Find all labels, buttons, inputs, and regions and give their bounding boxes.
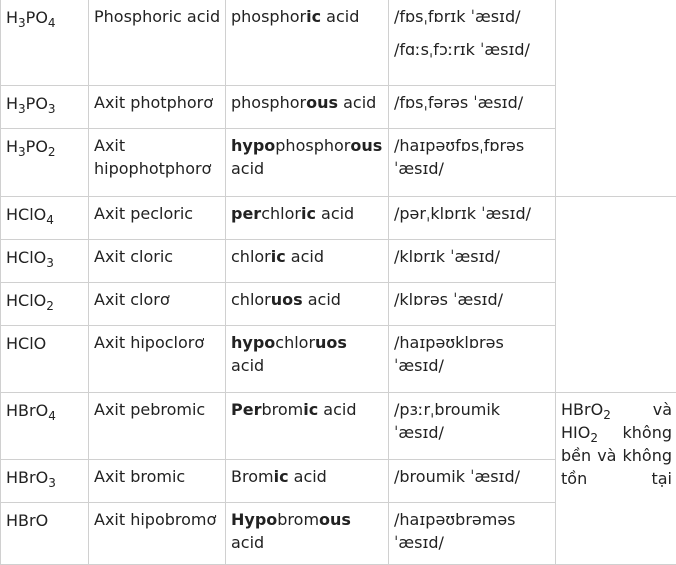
formula-cell: HBrO$_4$	[1, 393, 89, 460]
formula-cell: HClO$_3$	[1, 240, 89, 283]
vietnamese-name-cell: Axit clorơ	[89, 283, 226, 326]
table-row	[1, 393, 676, 460]
english-name-cell: Hypobromous acid	[226, 503, 389, 565]
english-name-cell: hypophosphorous acid	[226, 129, 389, 197]
note-cell-empty	[556, 0, 676, 197]
stability-note-cell: HBrO$_2$ và $HIO_2$ không bền và không tồn tại	[556, 393, 676, 565]
vietnamese-name-cell: Axit pebromic	[89, 393, 226, 460]
vietnamese-name-cell: Axit photphorơ	[89, 86, 226, 129]
english-name-cell: phosphorous acid	[226, 86, 389, 129]
formula-cell: $H_3PO_3$	[1, 86, 89, 129]
pronunciation-cell: /pərˌklɒrɪk ˈæsɪd/	[389, 197, 556, 240]
formula-cell: HClO	[1, 326, 89, 393]
note-cell-empty	[556, 197, 676, 393]
english-name-cell: chloric acid	[226, 240, 389, 283]
formula-cell: HClO$_2$	[1, 283, 89, 326]
pronunciation-cell: /klɒrəs ˈæsɪd/	[389, 283, 556, 326]
english-name-cell: chloruos acid	[226, 283, 389, 326]
pronunciation-cell: /broumik ˈæsɪd/	[389, 460, 556, 503]
pronunciation-cell: /haɪpəʊbrəməs ˈæsɪd/	[389, 503, 556, 565]
pronunciation-cell: /klɒrɪk ˈæsɪd/	[389, 240, 556, 283]
vietnamese-name-cell: Axit hipobromơ	[89, 503, 226, 565]
table-row	[1, 197, 676, 240]
formula-cell: $H_3PO_4$	[1, 0, 89, 86]
vietnamese-name-cell: Phosphoric acid	[89, 0, 226, 86]
vietnamese-name-cell: Axit hipoclorơ	[89, 326, 226, 393]
english-name-cell: phosphoric acid	[226, 0, 389, 86]
formula-cell: HBrO$_3$	[1, 460, 89, 503]
pronunciation-cell: /haɪpəʊfɒsˌfɒrəs ˈæsɪd/	[389, 129, 556, 197]
vietnamese-name-cell: Axit pecloric	[89, 197, 226, 240]
english-name-cell: Perbromic acid	[226, 393, 389, 460]
table-row	[1, 0, 676, 86]
table-body	[1, 0, 676, 565]
formula-cell: HClO$_4$	[1, 197, 89, 240]
vietnamese-name-cell: Axit bromic	[89, 460, 226, 503]
pronunciation-cell: /fɒsˌfərəs ˈæsɪd/	[389, 86, 556, 129]
pronunciation-cell: /fɒsˌfɒrɪk ˈæsɪd/ /fɑːsˌfɔːrɪk ˈæsɪd/	[389, 0, 556, 86]
pronunciation-cell: /pɜːrˌbroumik ˈæsɪd/	[389, 393, 556, 460]
english-name-cell: hypochloruos acid	[226, 326, 389, 393]
pronunciation-cell: /haɪpəʊklɒrəs ˈæsɪd/	[389, 326, 556, 393]
english-name-cell: perchloric acid	[226, 197, 389, 240]
english-name-cell: Bromic acid	[226, 460, 389, 503]
formula-cell: HBrO	[1, 503, 89, 565]
vietnamese-name-cell: Axit hipophotphorơ	[89, 129, 226, 197]
formula-cell: $H_3PO_2$	[1, 129, 89, 197]
vietnamese-name-cell: Axit cloric	[89, 240, 226, 283]
